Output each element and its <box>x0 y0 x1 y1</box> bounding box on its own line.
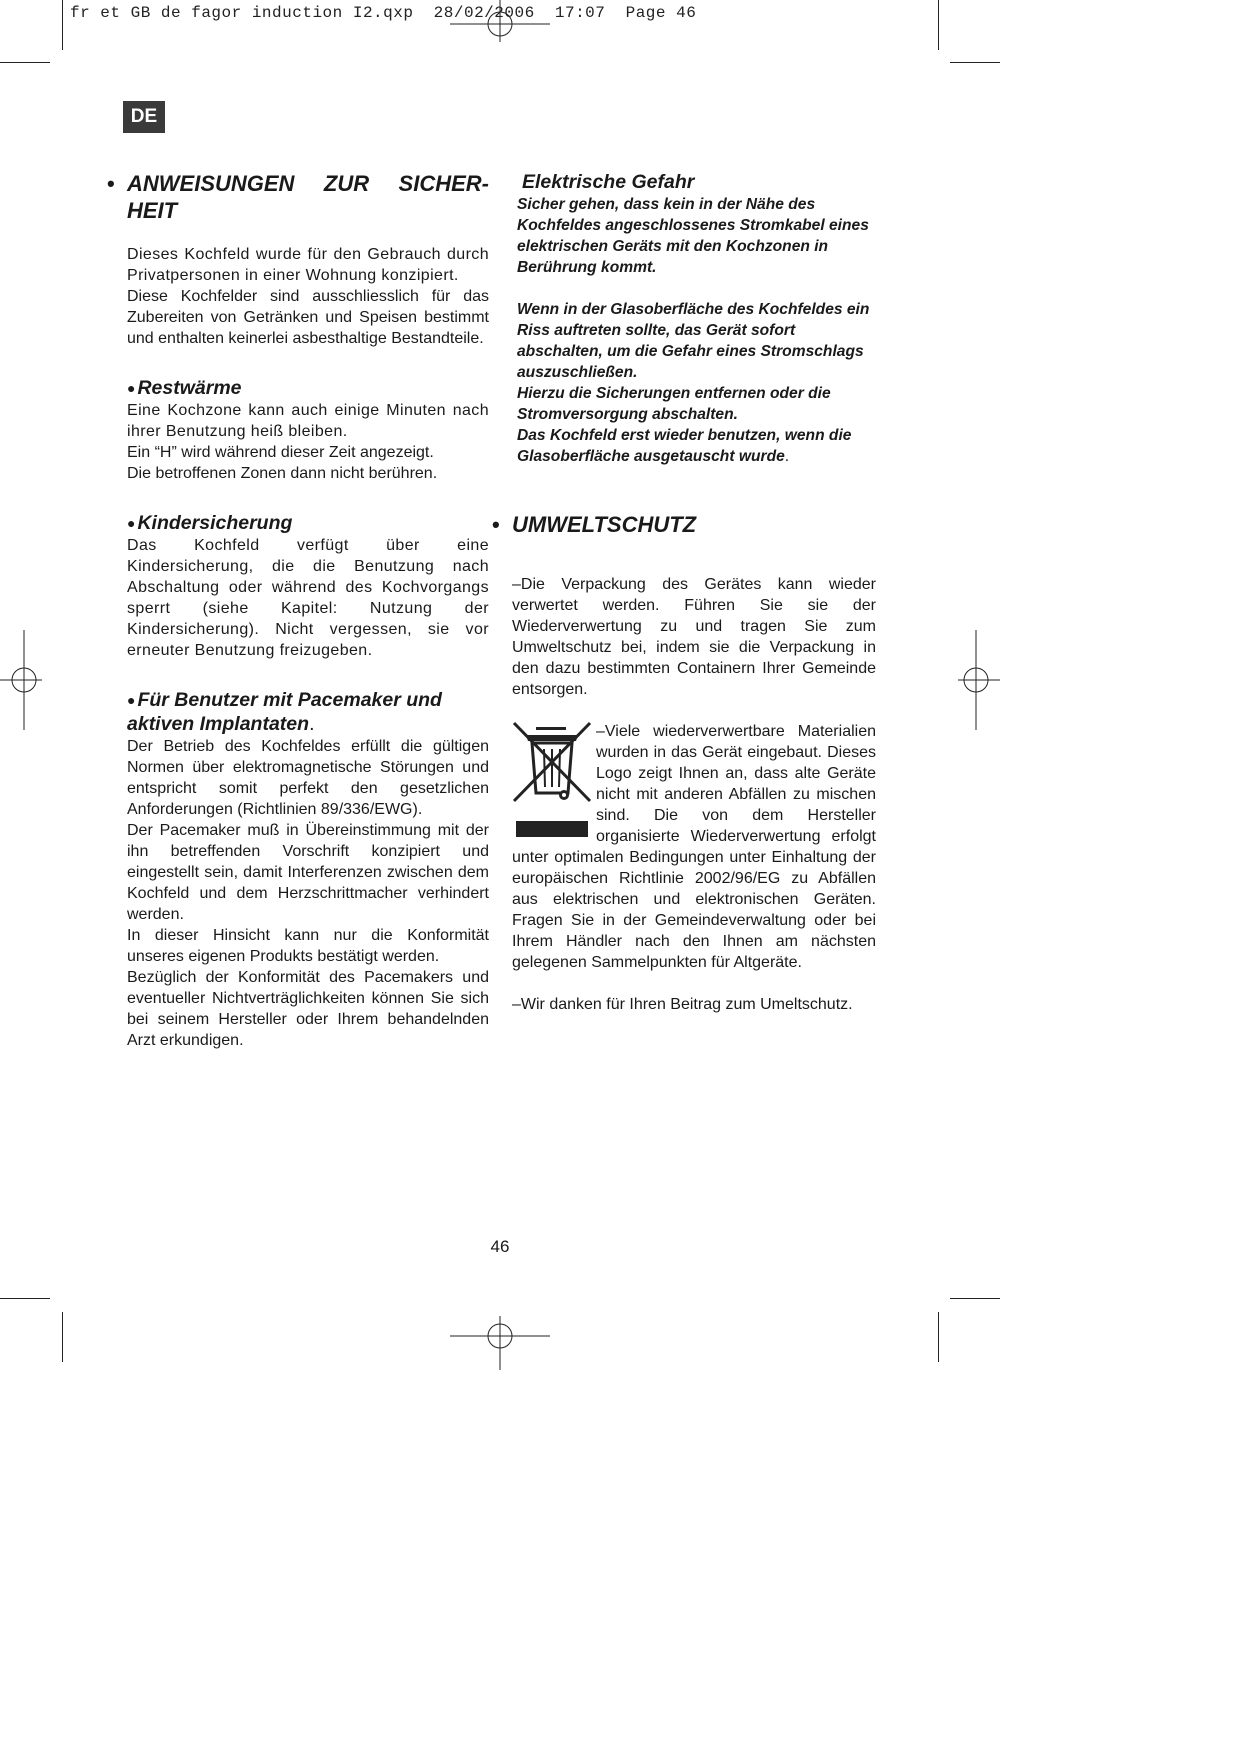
right-column <box>492 170 876 1015</box>
page-number: 46 <box>490 1237 510 1256</box>
crop-mark <box>950 62 1000 63</box>
safety-heading <box>107 170 489 224</box>
language-badge: DE <box>123 101 165 133</box>
crop-mark <box>938 0 939 50</box>
residual-heat-paragraph: Die betroffenen Zonen dann nicht berühren. <box>127 465 438 482</box>
residual-heat-paragraph: Ein “H” wird während dieser Zeit angezeigt. <box>127 444 434 461</box>
bullet: • <box>492 512 500 537</box>
crop-mark <box>938 1312 939 1362</box>
environment-heading <box>492 511 876 538</box>
left-column <box>107 170 489 1051</box>
residual-heat-title: Restwärme <box>137 377 242 399</box>
registration-mark <box>0 630 42 730</box>
pacemaker-paragraph: Der Pacemaker muß in Übereinstimmung mit der ihn betreffenden Vorschrift konzipiert und eingestellt sein, damit Interferenzen zwischen dem Kochfeld und dem Herzschrittmacher verhindert werden. <box>127 822 489 923</box>
crop-mark <box>0 1298 50 1299</box>
residual-heat-heading: ● Restwärme <box>127 377 242 399</box>
electric-hazard-text-end: . <box>784 448 790 465</box>
child-lock-paragraph: Das Kochfeld verfügt über eine Kindersicherung, die die Benutzung nach Abschaltung oder während des Kochvorgangs sperrt (siehe Kapitel: Nutzung der Kindersicherung). Nicht vergessen, sie vor erneuter Benutzung freizugeben. <box>127 537 489 659</box>
environment-paragraph: –Wir danken für Ihren Beitrag zum Umeltschutz. <box>512 996 853 1013</box>
pacemaker-title: Für Benutzer mit Pacemaker und aktiven Implantaten <box>127 689 442 735</box>
registration-mark <box>450 0 550 42</box>
electric-hazard-text: Das Kochfeld erst wieder benutzen, wenn die Glasoberfläche ausgetauscht wurde <box>517 427 852 465</box>
weee-logo-space <box>512 721 596 839</box>
pacemaker-heading: ● Für Benutzer mit Pacemaker und aktiven Implantaten. <box>127 689 442 735</box>
safety-paragraph: Diese Kochfelder sind ausschliesslich für das Zubereiten von Getränken und Speisen bestimmt und enthalten keinerlei asbesthaltige Bestandteile. <box>127 288 489 347</box>
crop-mark <box>62 1312 63 1362</box>
bullet: • <box>107 171 115 196</box>
crop-mark <box>62 0 63 50</box>
crossed-bin-icon <box>512 721 592 841</box>
environment-paragraph: –Viele wiederverwertbare Materialien wurden in das Gerät eingebaut. Dieses Logo zeigt Ihnen an, dass alte Geräte nicht mit anderen Abfällen zu mischen sind. Die von dem Hersteller organisierte Wiederverwertung erfolgt unter optimalen Bedingungen unter Einhaltung der europäischen Richtlinie 2002/96/EG zu Abfällen aus elektrischen und elektronischen Geräten. Fragen Sie in der Gemeindeverwaltung oder bei Ihrem Händler nach den Ihnen am nächsten gelegenen Sammelpunkten für Altgeräte. <box>512 723 876 971</box>
registration-mark <box>958 630 1000 730</box>
electric-hazard-title: Elektrische Gefahr <box>522 171 695 193</box>
pacemaker-paragraph: Der Betrieb des Kochfeldes erfüllt die gültigen Normen über elektromagnetische Störungen und entspricht somit perfekt den gesetzlichen Anforderungen (Richtlinien 89/336/EWG). <box>127 738 489 818</box>
child-lock-heading: ● Kindersicherung <box>127 512 293 534</box>
electric-hazard-paragraph: Hierzu die Sicherungen entfernen oder die Stromversorgung abschalten. <box>517 385 831 423</box>
environment-title: UMWELTSCHUTZ <box>512 512 697 537</box>
electric-hazard-paragraph: Sicher gehen, dass kein in der Nähe des Kochfeldes angeschlossenes Stromkabel eines elektrischen Geräts mit den Kochzonen in Berührung kommt. <box>517 196 869 276</box>
registration-mark <box>450 1316 550 1370</box>
safety-title: ANWEISUNGEN ZUR SICHER-HEIT <box>127 171 489 223</box>
crop-mark <box>0 62 50 63</box>
residual-heat-paragraph: Eine Kochzone kann auch einige Minuten nach ihrer Benutzung heiß bleiben. <box>127 402 489 440</box>
pacemaker-paragraph: Bezüglich der Konformität des Pacemakers und eventueller Nichtverträglichkeiten können Sie sich bei seinem Hersteller oder Ihrem behandelnden Arzt erkundigen. <box>127 969 489 1049</box>
environment-paragraph: –Die Verpackung des Gerätes kann wieder verwertet werden. Führen Sie sie der Wiederverwertung zu und tragen Sie zum Umweltschutz bei, indem sie die Verpackung in den dazu bestimmten Containern Ihrer Gemeinde entsorgen. <box>512 576 876 698</box>
child-lock-title: Kindersicherung <box>137 512 293 534</box>
electric-hazard-paragraph: Wenn in der Glasoberfläche des Kochfeldes ein Riss auftreten sollte, das Gerät sofort abschalten, um die Gefahr eines Stromschlags auszuschließen. <box>517 301 870 381</box>
file-slug: fr et GB de fagor induction I2.qxp 28/02/2006 17:07 Page 46 <box>70 4 697 22</box>
safety-paragraph: Dieses Kochfeld wurde für den Gebrauch durch Privatpersonen in einer Wohnung konzipiert. <box>127 246 489 284</box>
crop-mark <box>950 1298 1000 1299</box>
pacemaker-paragraph: In dieser Hinsicht kann nur die Konformität unseres eigenen Produkts bestätigt werden. <box>127 927 489 965</box>
pacemaker-title-end: . <box>309 713 315 735</box>
electric-hazard-paragraph <box>517 425 876 467</box>
